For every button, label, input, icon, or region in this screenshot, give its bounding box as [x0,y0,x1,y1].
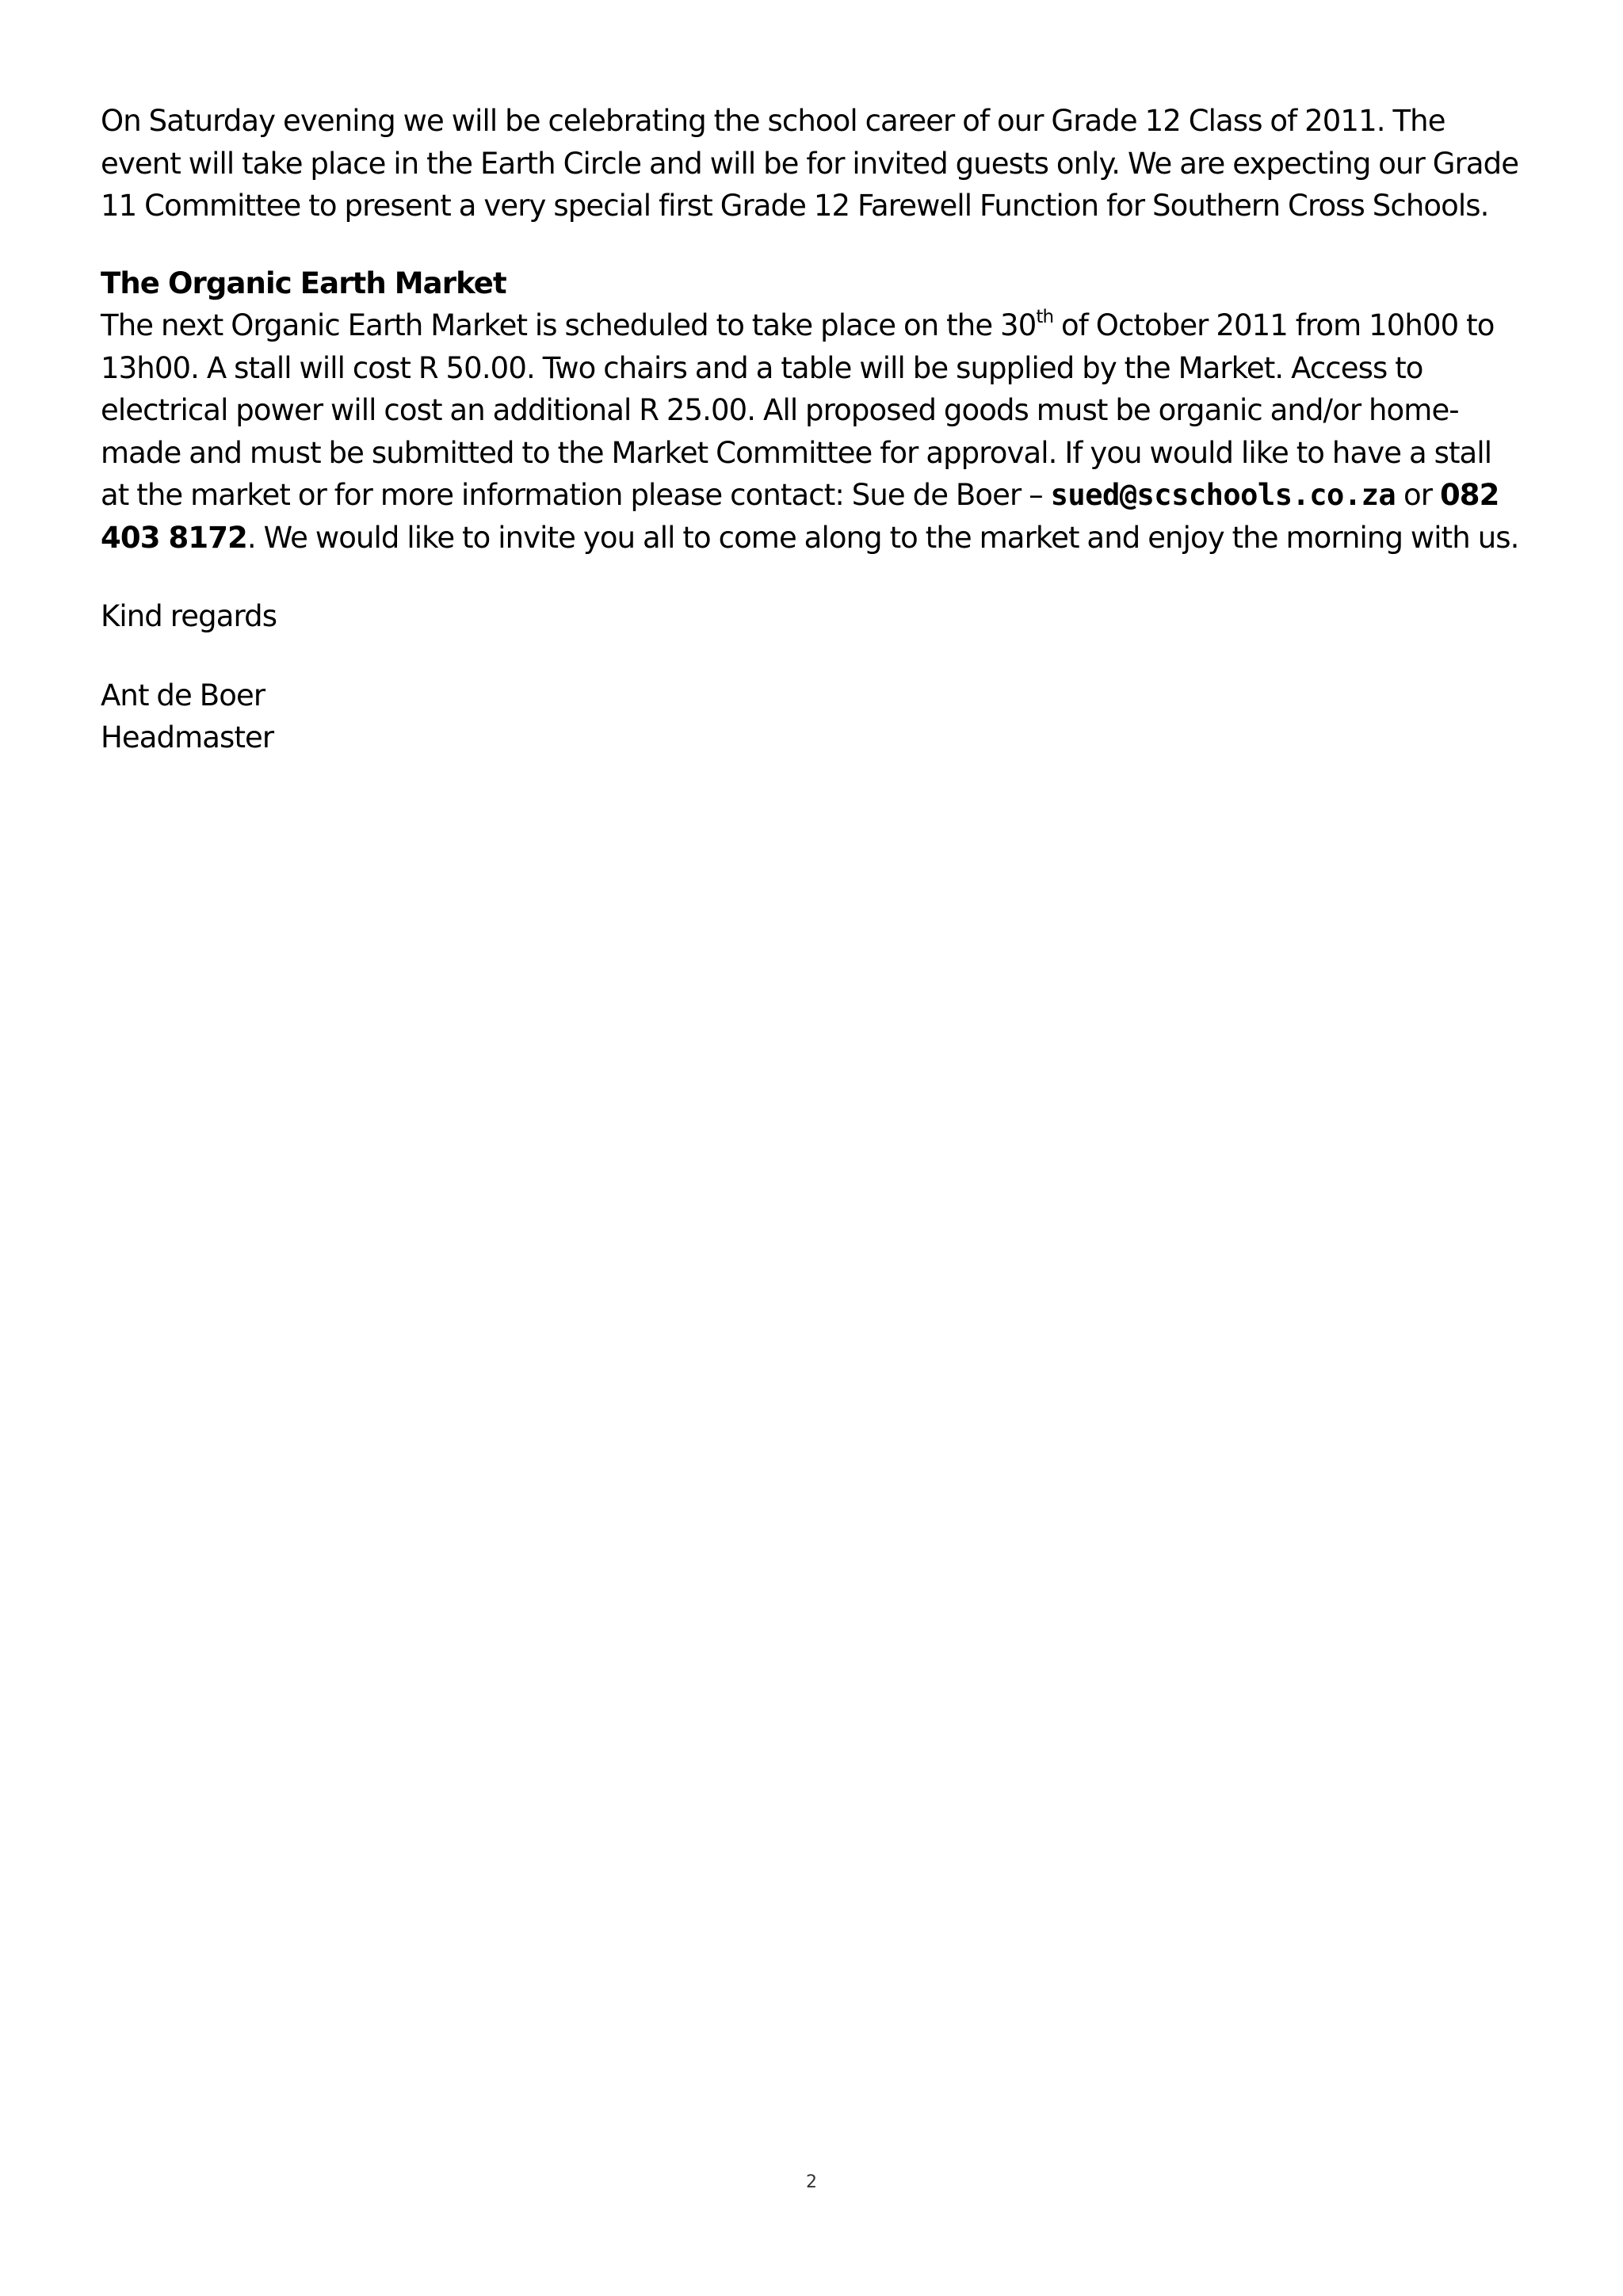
market-paragraph [101,304,1527,559]
market-text-before-date: The next Organic Earth Market is scheduled to take place on the 30 [101,308,1037,342]
letter-body [101,100,1527,759]
paragraph-gap [101,227,1527,262]
market-closing-text: . We would like to invite you all to come along to the market and enjoy the morning with us. [246,520,1519,555]
contact-phone: 082 403 8172 [101,478,1499,555]
paragraph-gap [101,559,1527,595]
intro-paragraph: On Saturday evening we will be celebrating the school career of our Grade 12 Class of 2011. The event will take place in the Earth Circle and will be for invited guests only. We are expecting our Grade 11 Committee to present a very special first Grade 12 Farewell Function for Southern Cross Schools. [101,104,1519,223]
signature-title: Headmaster [101,720,274,755]
page-number: 2 [806,2172,817,2192]
contact-joiner: or [1396,478,1440,512]
section-heading: The Organic Earth Market [101,266,506,300]
contact-email[interactable]: sued@scschools.co.za [1050,478,1396,512]
closing-salutation: Kind regards [101,599,277,633]
date-ordinal-suffix: th [1036,306,1054,327]
market-text-after-date: of October 2011 from 10h00 to 13h00. A stall will cost R 50.00. Two chairs and a table will be supplied by the Market. Access to electrical power will cost an additional R 25.00. All proposed goods must be organic and/or home-made and must be submitted to the Market Committee for approval. If you would like to have a stall at the market or for more information please contact: Sue de Boer – [101,308,1495,512]
signature-name: Ant de Boer [101,678,265,712]
paragraph-gap [101,638,1527,674]
